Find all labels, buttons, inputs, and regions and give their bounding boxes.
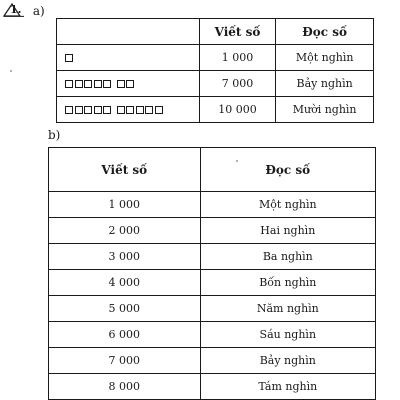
- part-b-label: b): [48, 128, 61, 142]
- written-number: 3 000: [49, 244, 201, 270]
- block-icons: [65, 51, 75, 64]
- table-b: [48, 147, 376, 400]
- table-row: [49, 192, 376, 218]
- written-number: 4 000: [49, 270, 201, 296]
- thousand-blocks: [57, 45, 200, 71]
- table-row: [49, 348, 376, 374]
- number-reading: Một nghìn: [200, 192, 375, 218]
- table-a-header-reading: Đọc số: [276, 19, 374, 45]
- thousand-blocks: [57, 97, 200, 123]
- number-reading: Một nghìn: [276, 45, 374, 71]
- table-row: [57, 97, 374, 123]
- part-a-heading: [3, 3, 45, 18]
- written-number: 7 000: [199, 71, 276, 97]
- written-number: 7 000: [49, 348, 201, 374]
- table-row: [49, 322, 376, 348]
- number-reading: Hai nghìn: [200, 218, 375, 244]
- table-a: [56, 18, 374, 123]
- written-number: 1 000: [49, 192, 201, 218]
- exercise-number: 1.: [10, 3, 22, 16]
- thousand-blocks: [57, 71, 200, 97]
- written-number: 5 000: [49, 296, 201, 322]
- number-reading: Mười nghìn: [276, 97, 374, 123]
- scan-speck: [10, 70, 12, 72]
- table-a-header-written: Viết số: [199, 19, 276, 45]
- table-row: [49, 296, 376, 322]
- table-a-header-blank: [57, 19, 200, 45]
- table-b-header-reading: Đọc số: [200, 148, 375, 192]
- table-row: [49, 218, 376, 244]
- written-number: 1 000: [199, 45, 276, 71]
- written-number: 2 000: [49, 218, 201, 244]
- written-number: 10 000: [199, 97, 276, 123]
- number-reading: Ba nghìn: [200, 244, 375, 270]
- written-number: 8 000: [49, 374, 201, 400]
- table-row: [57, 45, 374, 71]
- table-row: [49, 244, 376, 270]
- table-b-header-written: Viết số: [49, 148, 201, 192]
- number-reading: Bảy nghìn: [200, 348, 375, 374]
- number-reading: Tám nghìn: [200, 374, 375, 400]
- exercise-triangle-icon: [3, 3, 25, 17]
- block-icons: [65, 103, 164, 116]
- number-reading: Sáu nghìn: [200, 322, 375, 348]
- number-reading: Bảy nghìn: [276, 71, 374, 97]
- block-icons: [65, 77, 136, 90]
- written-number: 6 000: [49, 322, 201, 348]
- table-row: [49, 270, 376, 296]
- table-row: [57, 71, 374, 97]
- number-reading: Năm nghìn: [200, 296, 375, 322]
- part-a-label: a): [32, 4, 45, 18]
- number-reading: Bốn nghìn: [200, 270, 375, 296]
- scan-speck: [236, 160, 238, 162]
- table-row: [49, 374, 376, 400]
